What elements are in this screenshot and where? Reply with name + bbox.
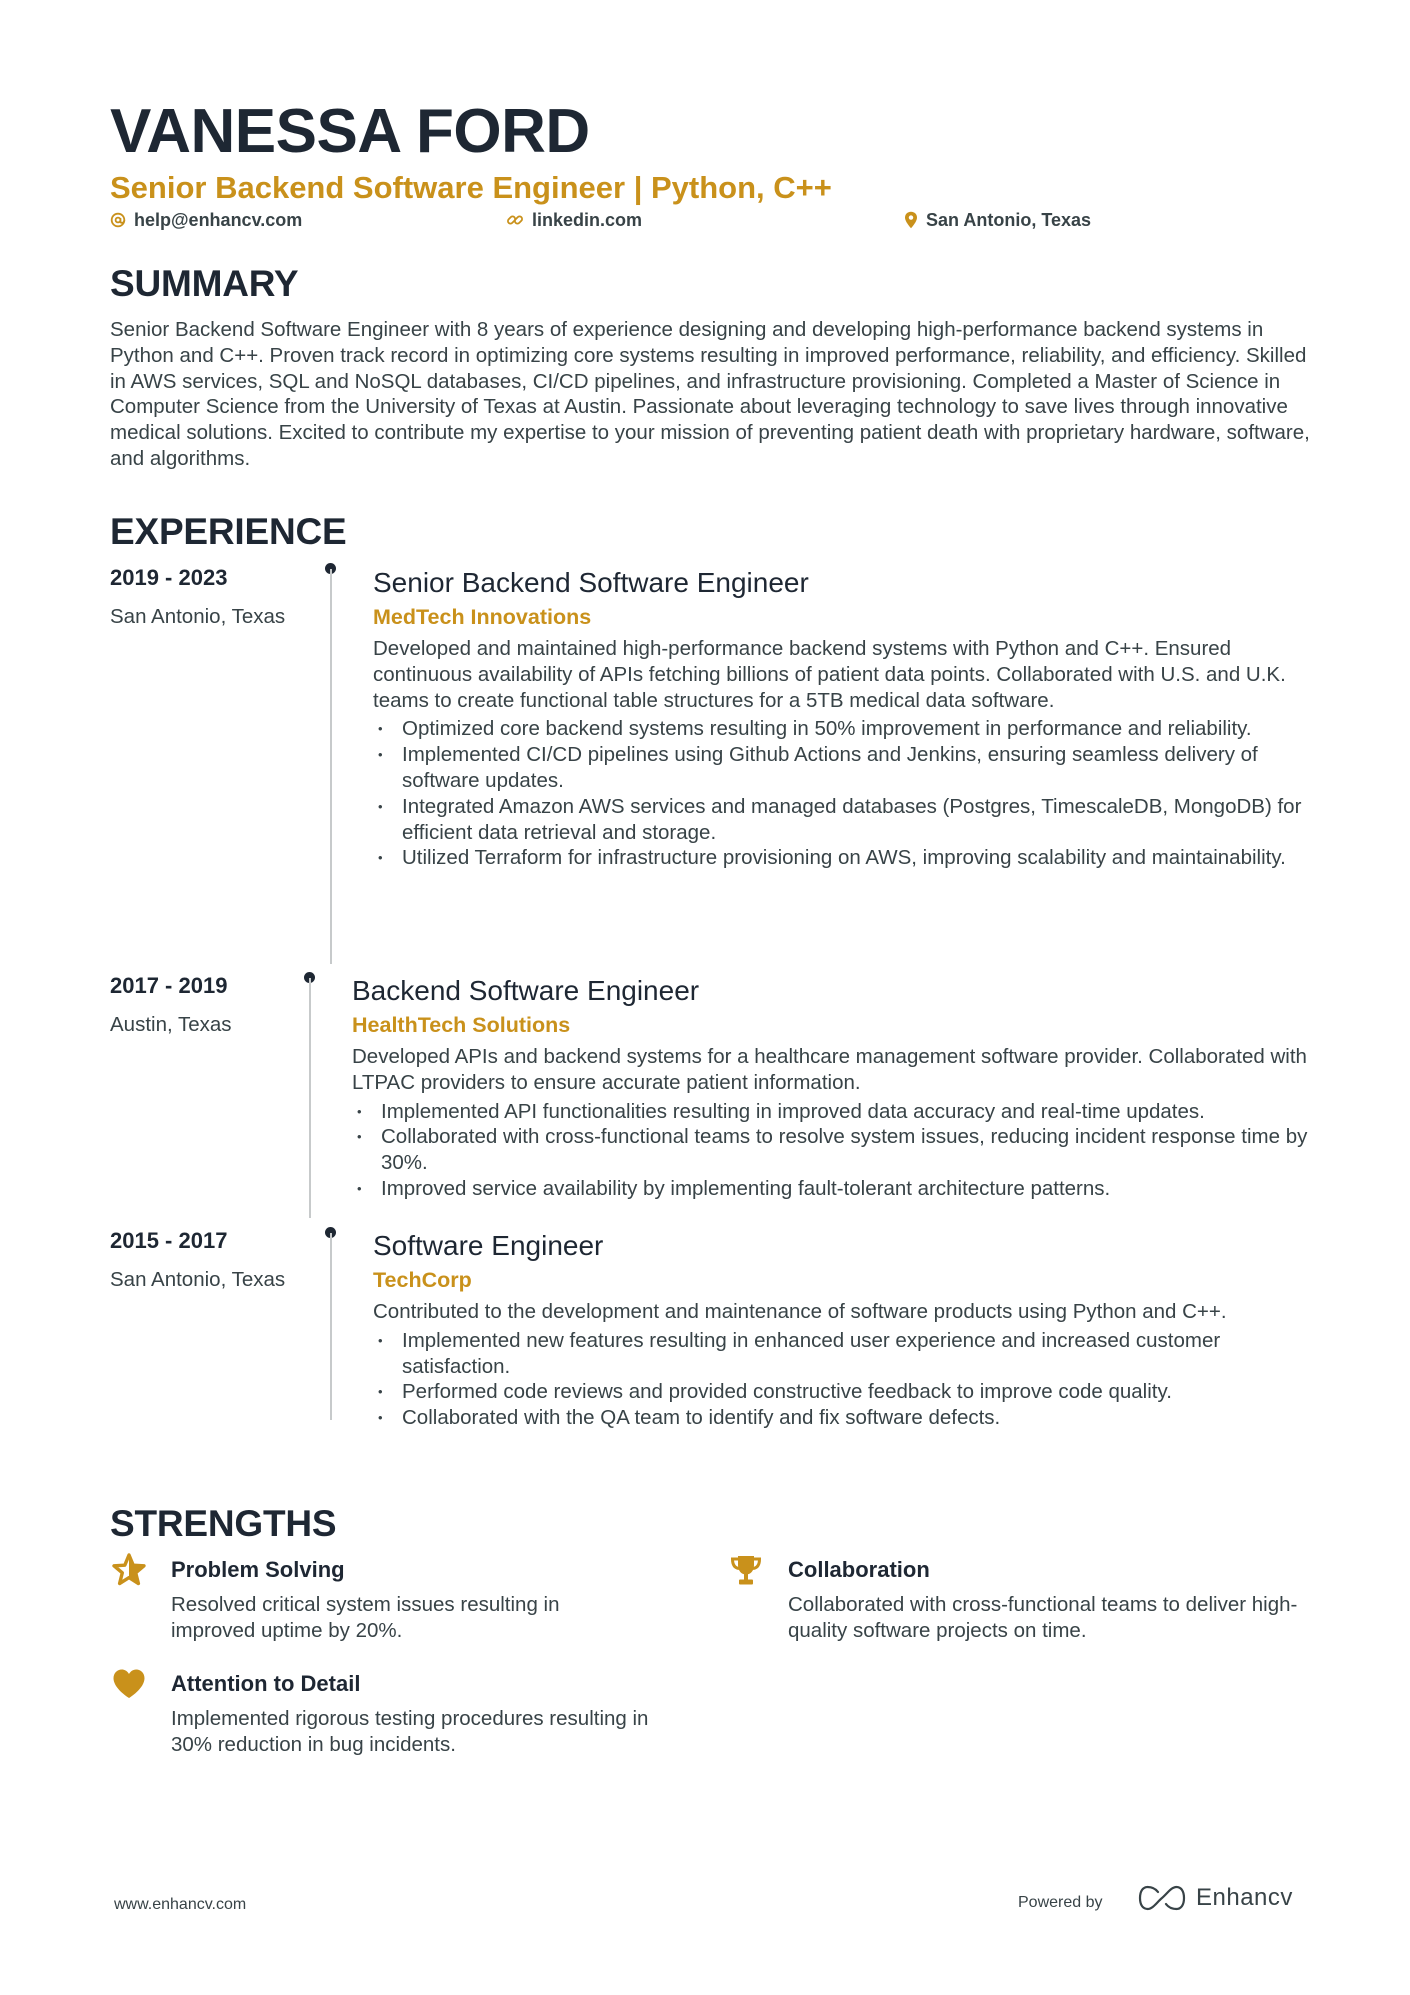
job-title: Software Engineer xyxy=(373,1230,604,1261)
timeline-line xyxy=(309,978,311,1218)
job-entry xyxy=(373,562,1313,871)
strength-title: Attention to Detail xyxy=(171,1671,361,1696)
strength-title: Problem Solving xyxy=(171,1557,345,1582)
strength-description: Implemented rigorous testing procedures resulting in 30% reduction in bug incidents. xyxy=(171,1707,649,1756)
heart-icon xyxy=(111,1666,147,1702)
strength-description: Collaborated with cross-functional teams to deliver high-quality software projects on time. xyxy=(788,1593,1298,1642)
strengths-heading: STRENGTHS xyxy=(110,1503,337,1544)
job-company: TechCorp xyxy=(373,1268,472,1292)
candidate-headline: Senior Backend Software Engineer | Python, C++ xyxy=(110,170,832,205)
job-bullets xyxy=(373,1328,1313,1431)
job-location: San Antonio, Texas xyxy=(110,605,286,628)
job-description: Developed APIs and backend systems for a healthcare management software provider. Collaborated with LTPAC providers to ensure accurate patient information. xyxy=(352,1045,1307,1094)
contact-location xyxy=(904,208,1091,232)
job-dates: 2015 - 2017 xyxy=(110,1228,228,1253)
job-title: Backend Software Engineer xyxy=(352,975,700,1006)
job-bullet: • Collaborated with the QA team to identify and fix software defects. xyxy=(373,1405,1313,1431)
job-bullet: • Optimized core backend systems resulting in 50% improvement in performance and reliability. xyxy=(373,716,1313,742)
job-company: MedTech Innovations xyxy=(373,605,592,629)
job-bullet: • Implemented API functionalities resulting in improved data accuracy and real-time updates. xyxy=(352,1099,1312,1125)
contact-linkedin[interactable] xyxy=(506,208,642,232)
contact-email-text: help@enhancv.com xyxy=(134,210,303,230)
enhancv-brand-name: Enhancv xyxy=(1196,1884,1293,1911)
job-bullet: • Collaborated with cross-functional teams to resolve system issues, reducing incident response time by 30%. xyxy=(352,1124,1312,1176)
summary-heading: SUMMARY xyxy=(110,263,299,304)
trophy-icon xyxy=(728,1552,764,1588)
job-bullet: • Integrated Amazon AWS services and managed databases (Postgres, TimescaleDB, MongoDB) for efficient data retrieval and storage. xyxy=(373,794,1313,846)
location-pin-icon xyxy=(904,211,918,229)
link-icon xyxy=(506,211,524,229)
job-bullet: • Utilized Terraform for infrastructure provisioning on AWS, improving scalability and maintainability. xyxy=(373,845,1313,871)
enhancv-logo[interactable] xyxy=(1138,1884,1293,1912)
job-bullet: • Implemented CI/CD pipelines using Github Actions and Jenkins, ensuring seamless delivery of software updates. xyxy=(373,742,1313,794)
job-description: Developed and maintained high-performance backend systems with Python and C++. Ensured continuous availability of APIs fetching billions of patient data points. Collaborated with U.S. and U.K. teams to create functional table structures for a 5TB medical data software. xyxy=(373,637,1286,712)
job-bullets xyxy=(352,1099,1312,1202)
job-entry xyxy=(352,970,1312,1202)
footer-powered-by: Powered by xyxy=(1018,1894,1103,1911)
job-bullet: • Performed code reviews and provided constructive feedback to improve code quality. xyxy=(373,1379,1313,1405)
contact-location-text: San Antonio, Texas xyxy=(926,210,1092,230)
job-dates: 2017 - 2019 xyxy=(110,973,228,998)
job-bullet: • Improved service availability by implementing fault-tolerant architecture patterns. xyxy=(352,1176,1312,1202)
timeline-line xyxy=(330,569,332,964)
enhancv-logo-icon xyxy=(1138,1885,1186,1911)
job-entry xyxy=(373,1225,1313,1431)
contact-linkedin-text: linkedin.com xyxy=(532,210,643,230)
job-dates: 2019 - 2023 xyxy=(110,565,228,590)
footer-website-link[interactable]: www.enhancv.com xyxy=(114,1896,247,1913)
candidate-name: VANESSA FORD xyxy=(110,97,590,166)
timeline-line xyxy=(330,1233,332,1420)
job-company: HealthTech Solutions xyxy=(352,1013,571,1037)
at-icon xyxy=(110,212,126,228)
strength-title: Collaboration xyxy=(788,1557,930,1582)
strength-description: Resolved critical system issues resulting in improved uptime by 20%. xyxy=(171,1593,560,1642)
contact-email[interactable] xyxy=(110,208,302,232)
job-bullet: • Implemented new features resulting in enhanced user experience and increased customer satisfaction. xyxy=(373,1328,1313,1380)
star-icon xyxy=(111,1552,147,1588)
job-bullets xyxy=(373,716,1313,871)
experience-heading: EXPERIENCE xyxy=(110,511,347,552)
job-location: Austin, Texas xyxy=(110,1013,232,1036)
job-title: Senior Backend Software Engineer xyxy=(373,567,809,598)
summary-text: Senior Backend Software Engineer with 8 years of experience designing and developing high-performance backend systems in Python and C++. Proven track record in optimizing core systems resulting in improved performance, reliability, and efficiency. Skilled in AWS services, SQL and NoSQL databases, CI/CD pipelines, and infrastructure provisioning. Completed a Master of Science in Computer Science from the University of Texas at Austin. Passionate about leveraging technology to save lives through innovative medical solutions. Excited to contribute my expertise to your mission of preventing patient death with proprietary hardware, software, and algorithms. xyxy=(110,318,1310,470)
job-location: San Antonio, Texas xyxy=(110,1268,286,1291)
job-description: Contributed to the development and maintenance of software products using Python and C++. xyxy=(373,1300,1227,1323)
